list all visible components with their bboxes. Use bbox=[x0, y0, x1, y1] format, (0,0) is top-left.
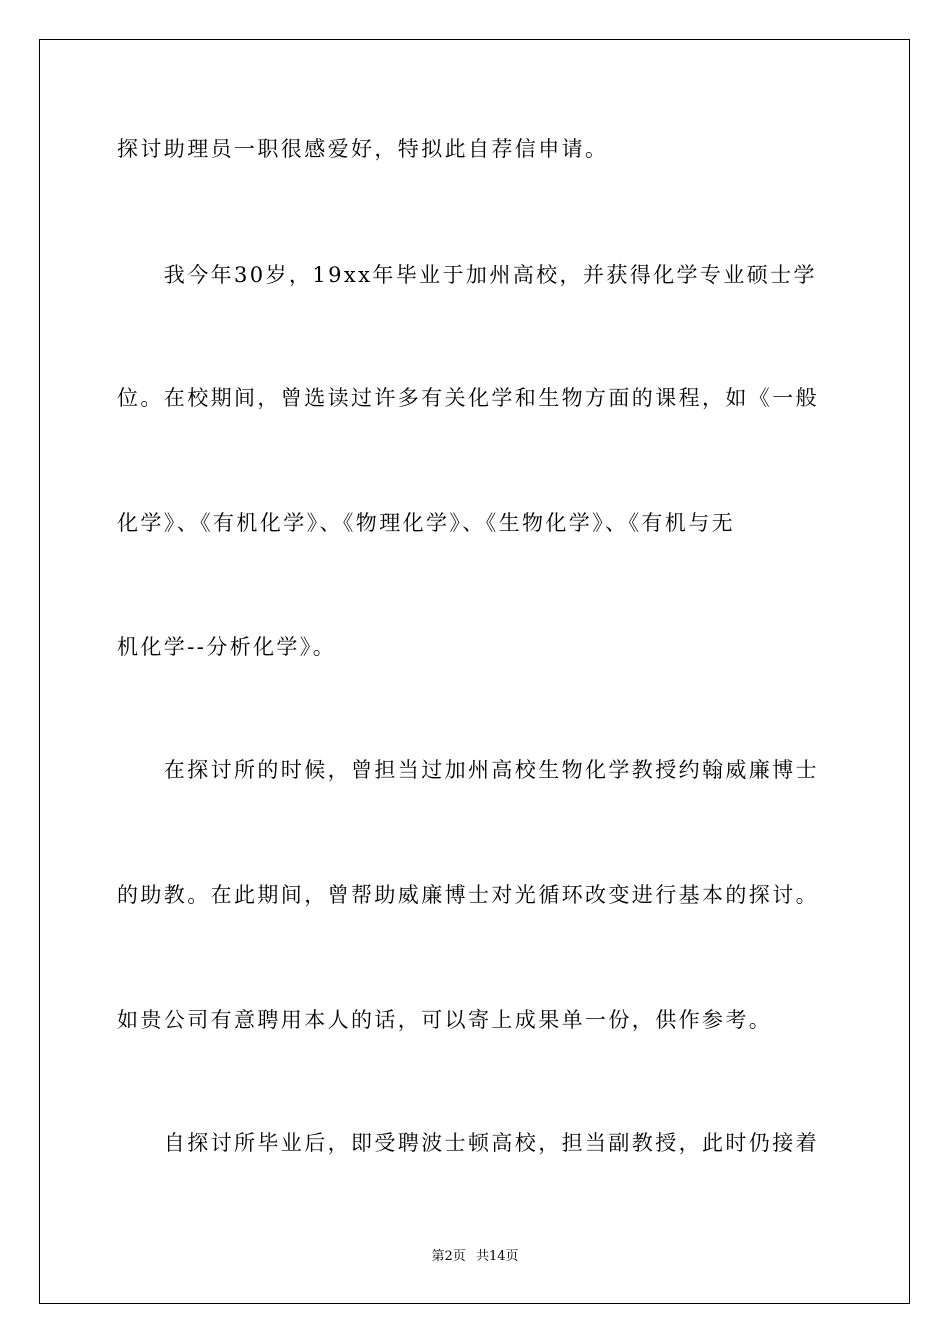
text-line: 机化学--分析化学》。 bbox=[117, 635, 337, 659]
text-line: 在探讨所的时候，曾担当过加州高校生物化学教授约翰威廉博士 bbox=[117, 758, 819, 782]
page-number: 第2页 bbox=[431, 1249, 466, 1264]
text-line: 探讨助理员一职很感爱好，特拟此自荐信申请。 bbox=[117, 137, 609, 161]
text-line: 我今年30岁，19xx年毕业于加州高校，并获得化学专业硕士学 bbox=[117, 263, 817, 287]
page-total: 共14页 bbox=[475, 1249, 519, 1264]
text-line: 的助教。在此期间，曾帮助威廉博士对光循环改变进行基本的探讨。 bbox=[117, 883, 819, 907]
text-line: 化学》、《有机化学》、《物理化学》、《生物化学》、《有机与无 bbox=[117, 511, 735, 535]
page-border bbox=[39, 39, 910, 1304]
text-line: 位。在校期间，曾选读过许多有关化学和生物方面的课程，如《一般 bbox=[117, 386, 819, 410]
page-footer bbox=[0, 1249, 950, 1265]
text-line: 如贵公司有意聘用本人的话，可以寄上成果单一份，供作参考。 bbox=[117, 1008, 773, 1032]
text-line: 自探讨所毕业后，即受聘波士顿高校，担当副教授，此时仍接着 bbox=[117, 1131, 819, 1155]
